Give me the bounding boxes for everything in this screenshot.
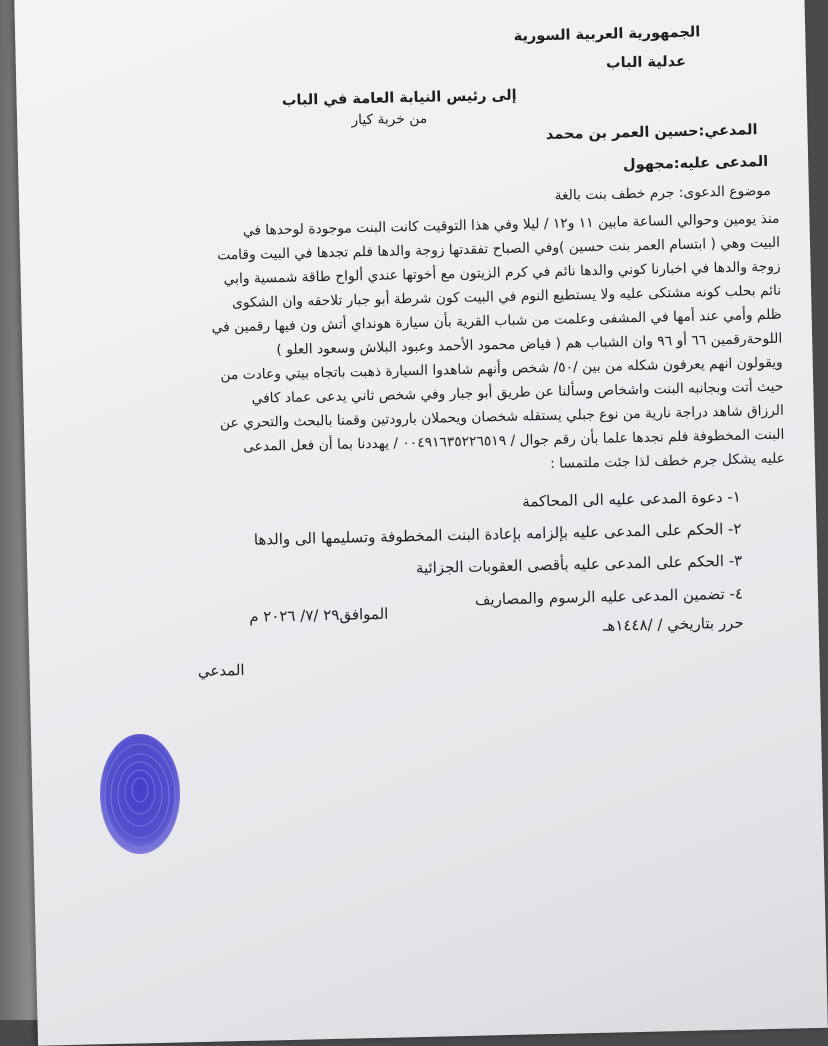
date-gregorian: الموافق٢٩ /٧/ ٢٠٢٦ م <box>249 604 389 626</box>
document-page <box>14 0 828 1046</box>
body-line: الرزاق شاهد دراجة نارية من نوع جبلي يستقله شخصان ويحملان بارودتين وقمنا بالبحث والتحري عن <box>219 402 785 432</box>
plaintiff-origin: من خربة كيار <box>351 110 428 129</box>
body-line: ويقولون انهم يعرفون شكله من بين /٥٠/ شخص وأنهم شاهدوا السيارة ذهبت باتجاه بيتي وعادت من <box>220 354 783 384</box>
body-line: اللوحةرقمين ٦٦ أو ٩٦ وان الشباب هم ( فياض محمود الأحمد وعبود البلاش وسعود العلو ) <box>276 330 783 359</box>
body-line: عليه يشكل جرم خطف لذا جئت ملتمسا : <box>549 450 786 472</box>
plaintiff: المدعي:حسين العمر بن محمد <box>545 122 758 143</box>
request-item: ٣- الحكم على المدعى عليه بأقصى العقوبات الجزائية <box>415 551 743 578</box>
defendant: المدعى عليه:مجهول <box>622 153 769 174</box>
addressee: إلى رئيس النيابة العامة في الباب <box>281 87 517 109</box>
body-line: البيت وهي ( ابتسام العمر بنت حسين )وفي الصباح تفقدتها زوجة والدها فلم تجدها في البيت وقامت <box>217 234 781 264</box>
body-line: نائم بحلب كونه مشتكى عليه ولا يستطيع النوم في البيت كون شرطة أبو جبار تلاحقه وان الشكوى <box>231 282 782 312</box>
request-item: ١- دعوة المدعى عليه الى المحاكمة <box>522 487 741 511</box>
header-republic: الجمهورية العربية السورية <box>513 24 701 45</box>
body-line: منذ يومين وحوالي الساعة مابين ١١ و١٢ / ليلا وفي هذا التوقيت كانت البنت موجودة لوحدها في <box>242 210 780 239</box>
date-hijri: حرر بتاريخي / /١٤٤٨هـ <box>602 613 744 635</box>
body-line: ظلم وأمي عند أمها في المشفى وعلمت من شباب القرية بأن سيارة هونداي أتش ون فيها رقمين في <box>211 306 782 336</box>
request-item: ٢- الحكم على المدعى عليه بإلزامه بإعادة البنت المخطوفة وتسليمها الى والدها <box>253 519 742 549</box>
thumbprint <box>96 730 184 858</box>
body-line: زوجة والدها في اخبارنا كوني والدها نائم في كرم الزيتون مع أخوتها عندي ألواح طاقة شمسية وابي <box>223 258 781 288</box>
signature-label: المدعي <box>197 660 245 681</box>
subject: موضوع الدعوى: جرم خطف بنت بالغة <box>554 182 772 204</box>
body-line: حيث أتت وبجانبه البنت واشخاص وسألنا عن طريق أبو جبار وفي شخص ثاني يدعى عماد كافي <box>251 378 784 407</box>
header-city: عدلية الباب <box>605 53 687 72</box>
body-line: البنت المخطوفة فلم نجدها علما بأن رقم جوال / ٠٠٤٩١٦٣٥٢٢٦٥١٩ / يهددنا بما أن فعل المدعى <box>243 426 785 455</box>
request-item: ٤- تضمين المدعى عليه الرسوم والمصاريف <box>474 584 744 609</box>
